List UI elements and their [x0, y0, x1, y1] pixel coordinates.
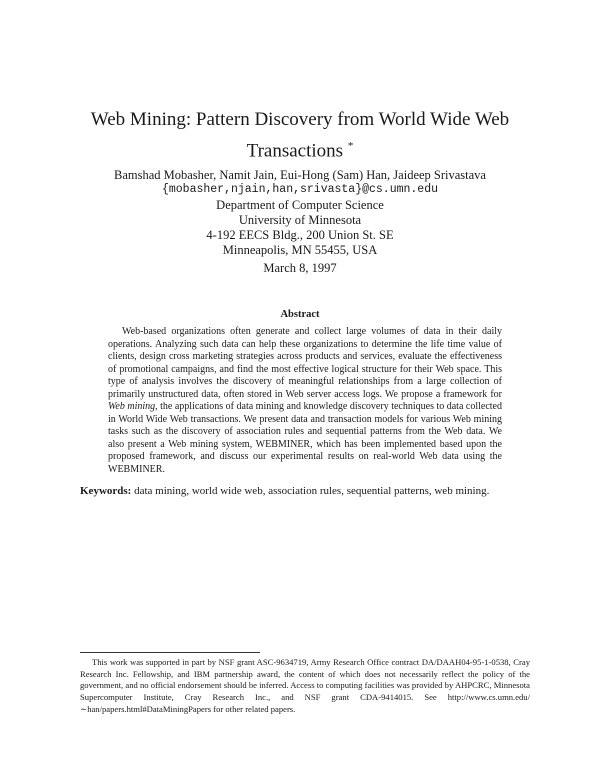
footnote-divider [80, 652, 260, 653]
affiliation-address-2: Minneapolis, MN 55455, USA [222, 243, 378, 257]
abstract-text-part-1: Web-based organizations often generate and collect large volumes of data in their daily operations. Analyzing such data can help these organizations to determine the life time value of clients, design cross marketing strategies across products and services, evaluate the effectiveness of promotional campaigns, and find the most effective logical structure for their Web space. This type of analysis involves the discovery of meaningful relationships from a large collection of primarily unstructured data, often stored in Web server access logs. We propose a framework for [108, 326, 502, 400]
abstract-body [108, 326, 502, 476]
footnote-text: This work was supported in part by NSF grant ASC-9634719, Army Research Office contract DA/DAAH04-95-1-0538, Cray Research Inc. Fellowship, and IBM partnership award, the content of which does not necessarily reflect the policy of the government, and no official endorsement should be inferred. Access to computing facilities was provided by AHPCRC, Minnesota Supercomputer Institute, Cray Research Inc., and NSF grant CDA-9414015. See http://www.cs.umn.edu/∼han/papers.html#DataMiningPapers for other related papers. [80, 657, 530, 714]
affiliation-department: Department of Computer Science [216, 198, 384, 212]
title-line-1: Web Mining: Pattern Discovery from World Wide Web [90, 109, 510, 130]
title-footnote-mark: * [347, 140, 354, 152]
keywords-text: data mining, world wide web, association rules, sequential patterns, web mining. [131, 485, 490, 497]
paper-date: March 8, 1997 [263, 261, 337, 275]
paper-title [0, 107, 600, 164]
title-line-2-text: Transactions [246, 140, 344, 162]
keywords-line [80, 485, 530, 498]
abstract-heading: Abstract [280, 309, 320, 320]
affiliation-address-1: 4-192 EECS Bldg., 200 Union St. SE [206, 228, 394, 242]
keywords-label: Keywords: [80, 485, 132, 497]
author-list: Bamshad Mobasher, Namit Jain, Eui-Hong (Sam) Han, Jaideep Srivastava [114, 168, 486, 182]
author-email: {mobasher,njain,han,srivasta}@cs.umn.edu [161, 183, 439, 196]
abstract-emphasis: Web mining [108, 401, 156, 412]
abstract-text-part-2: , the applications of data mining and knowledge discovery techniques to data collected in World Wide Web transactions. We present data and transaction models for various Web mining tasks such as the discovery of association rules and sequential patterns from the Web data. We also present a Web mining system, WEBMINER, which has been implemented based upon the proposed framework, and discuss our experimental results on real-world Web data using the WEBMINER. [108, 401, 502, 475]
title-line-2 [0, 133, 600, 164]
affiliation-university: University of Minnesota [238, 213, 362, 227]
